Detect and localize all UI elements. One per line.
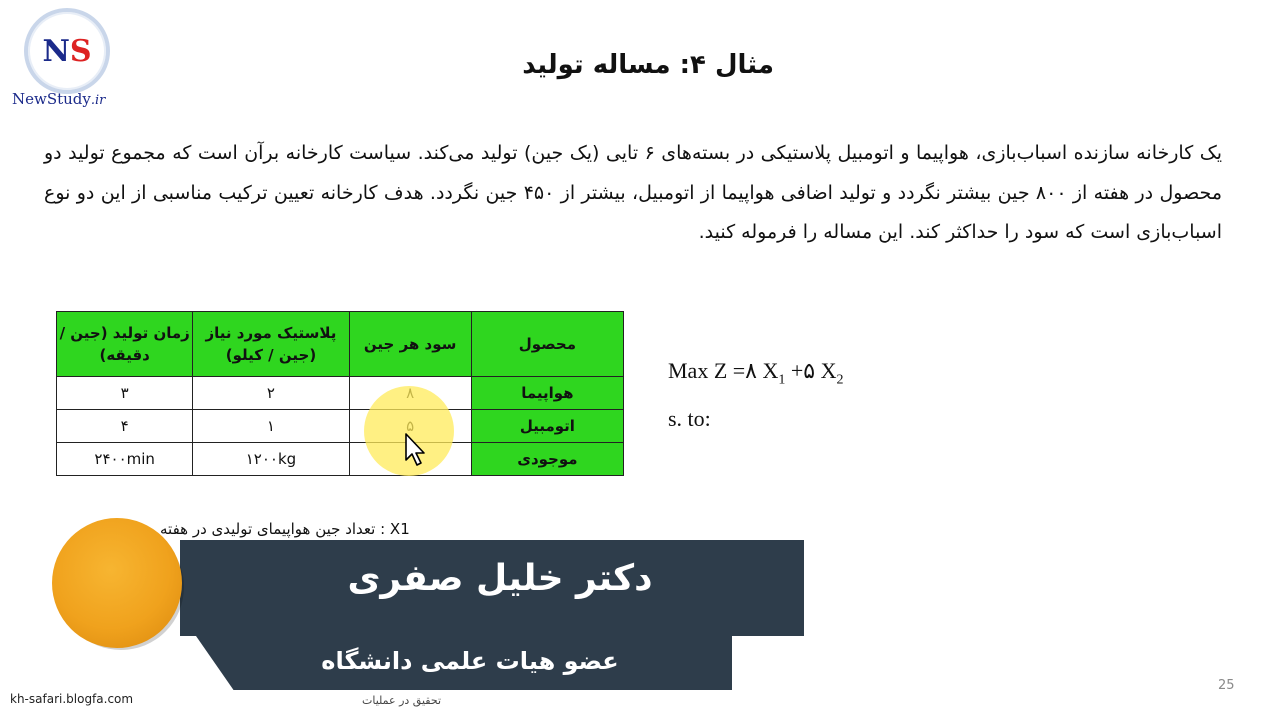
table-header-product: محصول bbox=[471, 312, 623, 377]
page-number: 25 bbox=[1218, 678, 1235, 693]
problem-text: یک کارخانه سازنده اسباب‌بازی، هواپیما و اتومبیل پلاستیکی در بسته‌های ۶ تایی (یک جین) تولید می‌کند. سیاست کارخانه برآن است که مجموع تولید دو محصول در هفته از ۸۰۰ جین بیشتر نگردد و تولید اضافی هواپیما از اتومبیل، بیشتر از ۴۵۰ جین نگردد. هدف کارخانه تعیین ترکیب مناسبی از این دو نوع اسباب‌بازی است که سود را حداکثر کند. این مساله را فرموله کنید. bbox=[44, 142, 1222, 243]
table-row bbox=[57, 377, 624, 410]
table-cell: ۱ bbox=[193, 410, 349, 443]
objective-prefix: Max Z =۸ X bbox=[668, 358, 779, 383]
slide-title: مثال ۴: مساله تولید bbox=[522, 50, 774, 80]
table-cell: ۴ bbox=[57, 410, 193, 443]
logo-site-tld: .ir bbox=[90, 93, 106, 108]
table-row bbox=[57, 443, 624, 476]
table-cell-product: اتومبیل bbox=[471, 410, 623, 443]
logo bbox=[24, 8, 110, 94]
logo-letter-s: S bbox=[69, 33, 92, 69]
objective-function bbox=[668, 358, 844, 388]
logo-site-text bbox=[12, 90, 105, 108]
objective-sub1: 1 bbox=[778, 372, 786, 388]
table-cell: ۲۴۰۰min bbox=[57, 443, 193, 476]
orange-orb-decoration bbox=[52, 518, 182, 648]
table-row bbox=[57, 410, 624, 443]
table-header-profit: سود هر جین bbox=[349, 312, 471, 377]
variable-definition: X1 : تعداد جین هواپیمای تولیدی در هفته bbox=[160, 520, 410, 538]
data-table bbox=[56, 311, 624, 476]
table-cell-product: موجودی bbox=[471, 443, 623, 476]
footer-course: تحقیق در عملیات bbox=[362, 694, 442, 707]
logo-letter-n: N bbox=[42, 33, 70, 69]
banner-subtitle: عضو هیات علمی دانشگاه bbox=[321, 647, 619, 675]
objective-mid: +۵ X bbox=[785, 358, 837, 383]
table-header-row bbox=[57, 312, 624, 377]
table-header-plastic: پلاستیک مورد نیاز (جین / کیلو) bbox=[193, 312, 349, 377]
subject-to-label: s. to: bbox=[668, 406, 711, 431]
banner-name: دکتر خلیل صفری bbox=[347, 558, 653, 599]
table-cell: ۳ bbox=[57, 377, 193, 410]
logo-site-main: NewStudy bbox=[12, 90, 91, 108]
table-header-time: زمان تولید (جین / دقیقه) bbox=[57, 312, 193, 377]
table-cell: ۱۲۰۰kg bbox=[193, 443, 349, 476]
objective-sub2: 2 bbox=[836, 372, 844, 388]
table-cell-product: هواپیما bbox=[471, 377, 623, 410]
mouse-pointer-icon bbox=[404, 432, 428, 468]
table-cell: ۲ bbox=[193, 377, 349, 410]
footer-site: kh-safari.blogfa.com bbox=[10, 692, 134, 706]
